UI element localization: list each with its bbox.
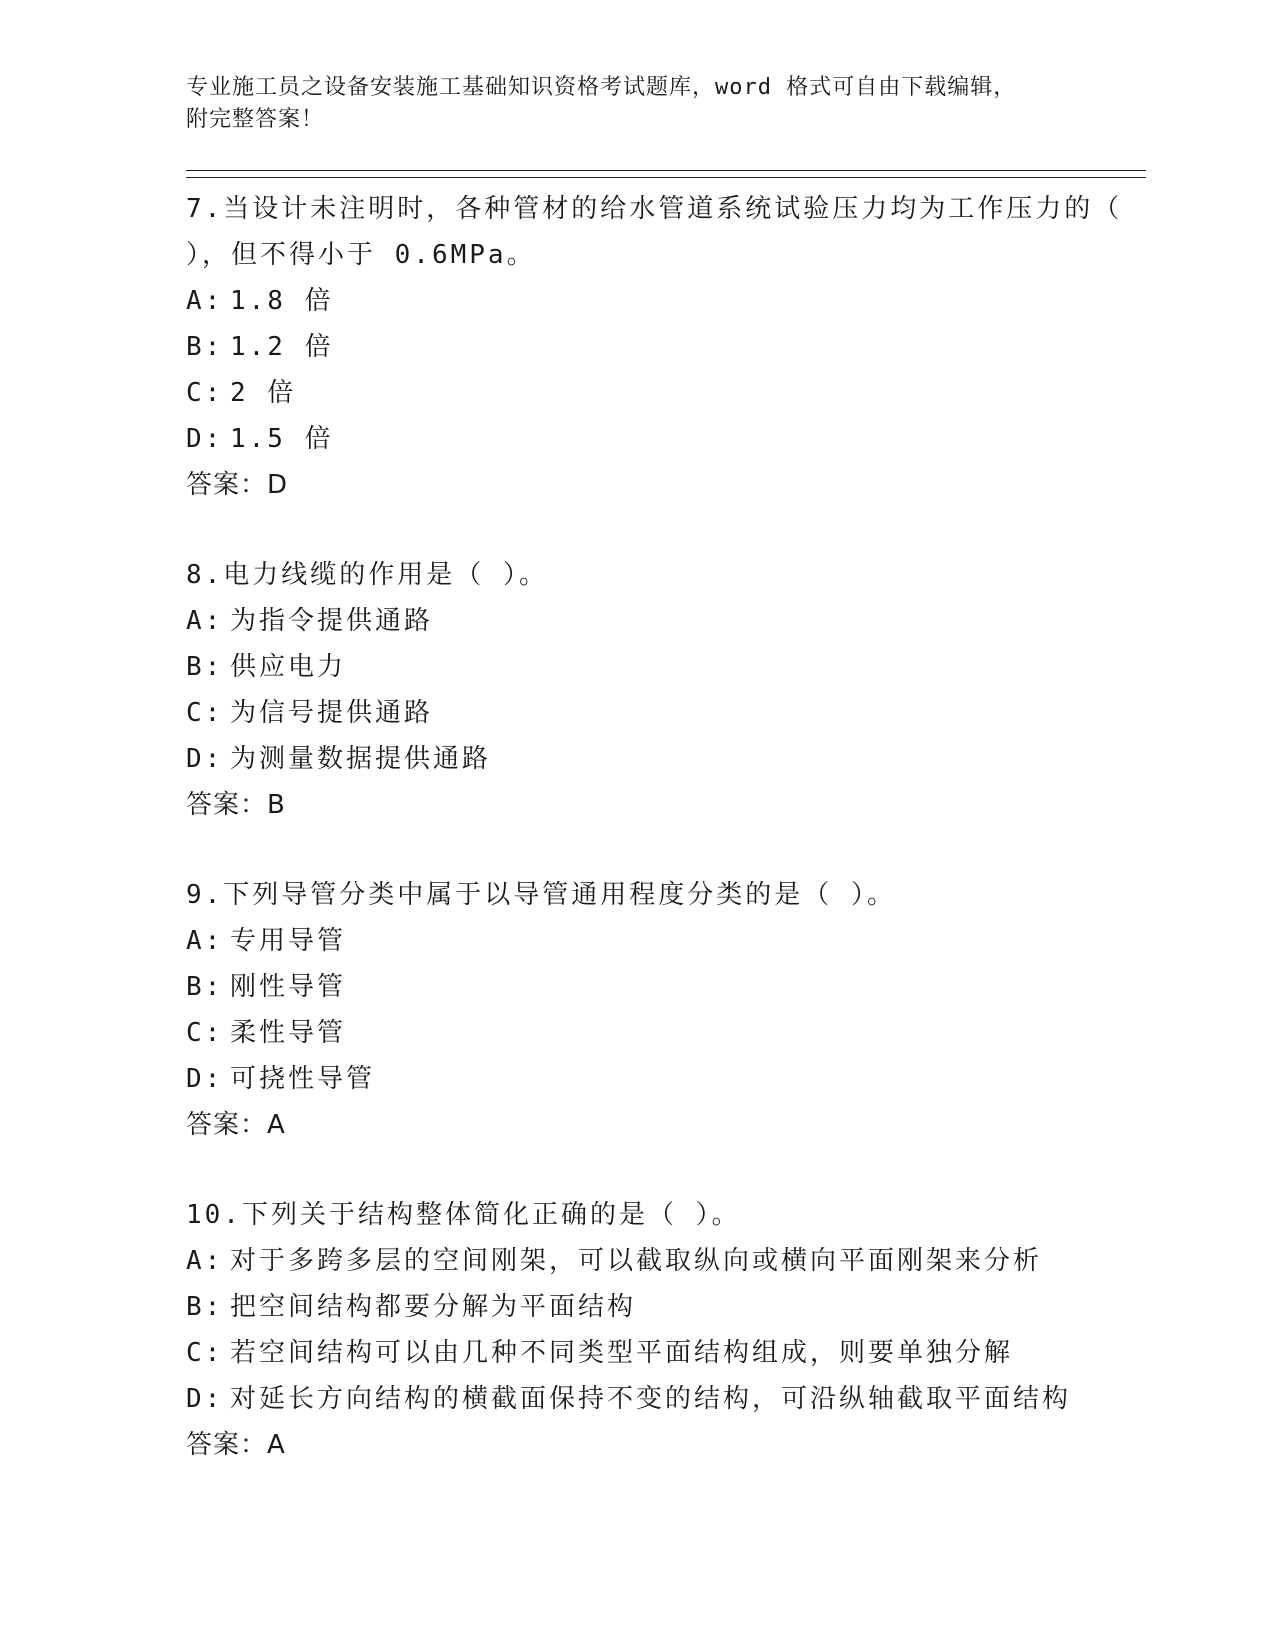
document-page <box>186 72 1146 1468</box>
option-text: 1.5 倍 <box>230 424 334 454</box>
question-stem: 10.下列关于结构整体简化正确的是（ ）。 <box>186 1200 741 1230</box>
option-a <box>186 598 1146 644</box>
option-key: B: <box>186 652 224 682</box>
option-key: B: <box>186 332 224 362</box>
option-b <box>186 324 1146 370</box>
option-d <box>186 416 1146 462</box>
option-key: B: <box>186 972 224 1002</box>
question-10 <box>186 1192 1146 1468</box>
option-key: D: <box>186 744 224 774</box>
option-text: 为信号提供通路 <box>230 698 434 728</box>
question-9 <box>186 872 1146 1148</box>
option-a <box>186 1238 1146 1284</box>
question-8 <box>186 552 1146 828</box>
option-text: 若空间结构可以由几种不同类型平面结构组成，则要单独分解 <box>230 1338 1014 1368</box>
option-c <box>186 1010 1146 1056</box>
option-d <box>186 1376 1146 1422</box>
option-key: C: <box>186 378 224 408</box>
option-b <box>186 644 1146 690</box>
option-text: 为测量数据提供通路 <box>230 744 492 774</box>
option-c <box>186 370 1146 416</box>
option-text: 1.8 倍 <box>230 286 334 316</box>
option-text: 专用导管 <box>230 926 347 956</box>
option-key: B: <box>186 1292 224 1322</box>
option-text: 2 倍 <box>230 378 297 408</box>
option-key: A: <box>186 1246 224 1276</box>
option-a <box>186 918 1146 964</box>
option-key: A: <box>186 606 224 636</box>
option-text: 为指令提供通路 <box>230 606 434 636</box>
option-key: D: <box>186 424 224 454</box>
option-text: 把空间结构都要分解为平面结构 <box>230 1292 637 1322</box>
option-text: 对于多跨多层的空间刚架，可以截取纵向或横向平面刚架来分析 <box>230 1246 1043 1276</box>
option-a <box>186 278 1146 324</box>
option-c <box>186 1330 1146 1376</box>
option-d <box>186 1056 1146 1102</box>
option-key: C: <box>186 1018 224 1048</box>
option-b <box>186 1284 1146 1330</box>
option-key: D: <box>186 1384 224 1414</box>
option-key: A: <box>186 926 224 956</box>
option-text: 供应电力 <box>230 652 347 682</box>
option-key: A: <box>186 286 224 316</box>
question-stem: 9.下列导管分类中属于以导管通用程度分类的是（ ）。 <box>186 880 896 910</box>
option-text: 对延长方向结构的横截面保持不变的结构，可沿纵轴截取平面结构 <box>230 1384 1072 1414</box>
option-text: 可挠性导管 <box>230 1064 376 1094</box>
option-b <box>186 964 1146 1010</box>
answer-label: 答案：B <box>186 790 286 820</box>
option-text: 1.2 倍 <box>230 332 334 362</box>
option-key: C: <box>186 698 224 728</box>
answer-label: 答案：A <box>186 1430 286 1460</box>
option-key: C: <box>186 1338 224 1368</box>
question-stem: 8.电力线缆的作用是（ ）。 <box>186 560 548 590</box>
option-c <box>186 690 1146 736</box>
answer-label: 答案：A <box>186 1110 286 1140</box>
option-key: D: <box>186 1064 224 1094</box>
header-divider <box>186 170 1146 178</box>
question-7 <box>186 186 1146 508</box>
answer-label: 答案：D <box>186 470 289 500</box>
question-stem: 7.当设计未注明时，各种管材的给水管道系统试验压力均为工作压力的（ ），但不得小于 0.6MPa。 <box>186 194 1123 270</box>
option-text: 刚性导管 <box>230 972 347 1002</box>
option-d <box>186 736 1146 782</box>
option-text: 柔性导管 <box>230 1018 347 1048</box>
document-header: 专业施工员之设备安装施工基础知识资格考试题库，word 格式可自由下载编辑， 附完整答案！ <box>186 75 1017 132</box>
